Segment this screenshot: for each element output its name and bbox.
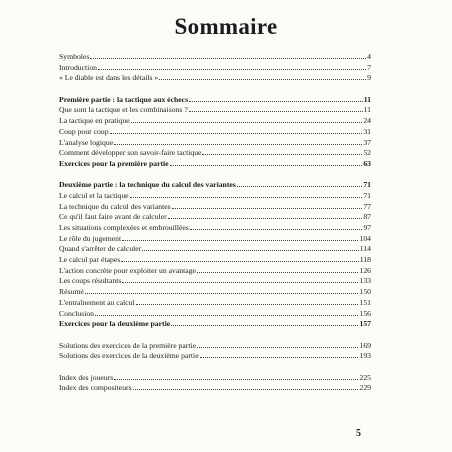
- dot-leader: [114, 143, 362, 145]
- toc-entry-page: 193: [359, 351, 371, 361]
- dot-leader: [142, 249, 358, 251]
- toc-section-entry: [59, 95, 371, 106]
- toc-entry-page: 7: [367, 62, 371, 72]
- toc-entry-page: 9: [367, 73, 371, 83]
- toc-entry: [59, 63, 371, 74]
- page-title: Sommaire: [174, 14, 278, 39]
- toc-entry: [59, 212, 371, 223]
- section-spacer: [59, 330, 371, 341]
- toc-entry: [59, 287, 371, 298]
- dot-leader: [189, 100, 363, 102]
- dot-leader: [189, 110, 363, 112]
- toc-entry-page: 229: [359, 383, 371, 393]
- toc-entry-label: Première partie : la tactique aux échecs: [59, 94, 189, 104]
- toc-entry: [59, 105, 371, 116]
- toc-entry-page: 150: [359, 287, 371, 297]
- dot-leader: [110, 132, 363, 134]
- toc-entry-page: 133: [359, 276, 371, 286]
- toc-entry: [59, 341, 371, 352]
- toc-entry: [59, 351, 371, 362]
- toc-section-entry: [59, 159, 371, 170]
- toc-entry-label: Résumé: [59, 287, 84, 297]
- dot-leader: [85, 292, 359, 294]
- toc-entry-page: 63: [363, 158, 371, 168]
- toc-entry-page: 151: [359, 297, 371, 307]
- toc-entry-label: Introduction: [59, 62, 98, 72]
- toc-entry: [59, 244, 371, 255]
- toc-section-entry: [59, 180, 371, 191]
- dot-leader: [131, 121, 363, 123]
- toc-entry-page: 156: [359, 308, 371, 318]
- toc-entry-page: 157: [359, 319, 371, 329]
- dot-leader: [130, 196, 363, 198]
- toc-entry-page: 71: [363, 190, 371, 200]
- toc-entry-page: 225: [359, 372, 371, 382]
- toc-entry-label: Exercices pour la deuxième partie: [59, 319, 171, 329]
- toc-entry-page: 71: [363, 180, 371, 190]
- toc-entry-page: 97: [363, 223, 371, 232]
- toc-entry-label: Index des compositeurs: [59, 383, 132, 393]
- dot-leader: [136, 303, 359, 305]
- toc-entry-label: Index des joueurs: [59, 372, 114, 382]
- toc-entry: [59, 116, 371, 127]
- dot-leader: [90, 57, 366, 59]
- dot-leader: [121, 260, 359, 262]
- dot-leader: [159, 78, 366, 80]
- toc-entry: [59, 255, 371, 266]
- toc-entry-label: Quand s'arrêter de calculer: [59, 244, 142, 254]
- dot-leader: [197, 271, 359, 273]
- toc-entry-page: 126: [359, 265, 371, 275]
- toc-entry-page: 4: [367, 52, 371, 61]
- toc-entry: [59, 138, 371, 149]
- toc-entry: [59, 148, 371, 159]
- section-spacer: [59, 84, 371, 95]
- toc-entry-page: 169: [359, 340, 371, 350]
- toc-entry-label: Ce qu'il faut faire avant de calculer: [59, 212, 167, 222]
- dot-leader: [237, 185, 363, 187]
- toc-entry-label: Que sont la tactique et les combinaisons ?: [59, 105, 188, 115]
- toc-entry-label: Les coups résultants: [59, 276, 122, 286]
- table-of-contents: [59, 52, 371, 394]
- toc-entry-label: Symboles: [59, 52, 90, 61]
- section-spacer: [59, 170, 371, 181]
- toc-entry: [59, 266, 371, 277]
- toc-entry-label: La tactique en pratique: [59, 116, 130, 126]
- toc-entry-page: 11: [363, 105, 371, 115]
- toc-entry-label: L'action concrète pour exploiter un avantage: [59, 265, 196, 275]
- toc-entry: [59, 127, 371, 138]
- toc-entry-page: 37: [363, 137, 371, 147]
- toc-entry: [59, 52, 371, 63]
- toc-entry-page: 52: [363, 148, 371, 158]
- dot-leader: [168, 217, 363, 219]
- dot-leader: [171, 324, 358, 326]
- dot-leader: [122, 239, 358, 241]
- toc-entry-label: Conclusion: [59, 308, 95, 318]
- toc-entry-label: Les situations complexées et embrouillées: [59, 223, 189, 232]
- dot-leader: [172, 207, 363, 209]
- dot-leader: [202, 153, 362, 155]
- toc-entry-label: L'entraînement au calcul: [59, 297, 135, 307]
- dot-leader: [114, 378, 358, 380]
- toc-entry-label: Solutions des exercices de la première partie: [59, 340, 197, 350]
- dot-leader: [170, 164, 363, 166]
- toc-entry-label: Exercices pour la première partie: [59, 158, 169, 168]
- toc-entry: [59, 234, 371, 245]
- toc-entry-label: Le calcul par étapes: [59, 255, 121, 265]
- toc-entry-label: La technique du calcul des variantes: [59, 201, 171, 211]
- toc-entry-page: 114: [359, 244, 371, 254]
- toc-entry-label: Solutions des exercices de la deuxième partie: [59, 351, 199, 361]
- toc-entry: [59, 309, 371, 320]
- toc-entry-page: 77: [363, 201, 371, 211]
- toc-entry-page: 118: [359, 255, 371, 265]
- toc-entry: [59, 276, 371, 287]
- page-number: 5: [356, 428, 361, 439]
- toc-entry: [59, 73, 371, 84]
- toc-entry-label: Deuxième partie : la technique du calcul des variantes: [59, 180, 236, 190]
- toc-entry: [59, 298, 371, 309]
- toc-entry-label: Comment développer son savoir-faire tactique: [59, 148, 202, 158]
- dot-leader: [98, 68, 366, 70]
- toc-entry-page: 31: [363, 126, 371, 136]
- dot-leader: [200, 356, 359, 358]
- toc-entry: [59, 373, 371, 384]
- section-spacer: [59, 362, 371, 373]
- toc-entry-label: Le calcul et la tactique: [59, 190, 129, 200]
- toc-entry-page: 11: [363, 94, 371, 104]
- dot-leader: [122, 281, 358, 283]
- toc-entry: [59, 383, 371, 394]
- toc-section-entry: [59, 319, 371, 330]
- toc-entry-label: Le rôle du jugement: [59, 233, 122, 243]
- toc-entry-page: 87: [363, 212, 371, 222]
- dot-leader: [95, 314, 358, 316]
- toc-entry-label: L'analyse logique: [59, 137, 114, 147]
- toc-entry: [59, 223, 371, 234]
- dot-leader: [190, 228, 363, 230]
- toc-entry: [59, 202, 371, 213]
- toc-entry: [59, 191, 371, 202]
- toc-entry-label: « Le diable est dans les détails »: [59, 73, 159, 83]
- toc-entry-page: 104: [359, 233, 371, 243]
- dot-leader: [133, 388, 359, 390]
- toc-entry-label: Coup pour coup: [59, 126, 109, 136]
- toc-entry-page: 24: [363, 116, 371, 126]
- dot-leader: [197, 346, 358, 348]
